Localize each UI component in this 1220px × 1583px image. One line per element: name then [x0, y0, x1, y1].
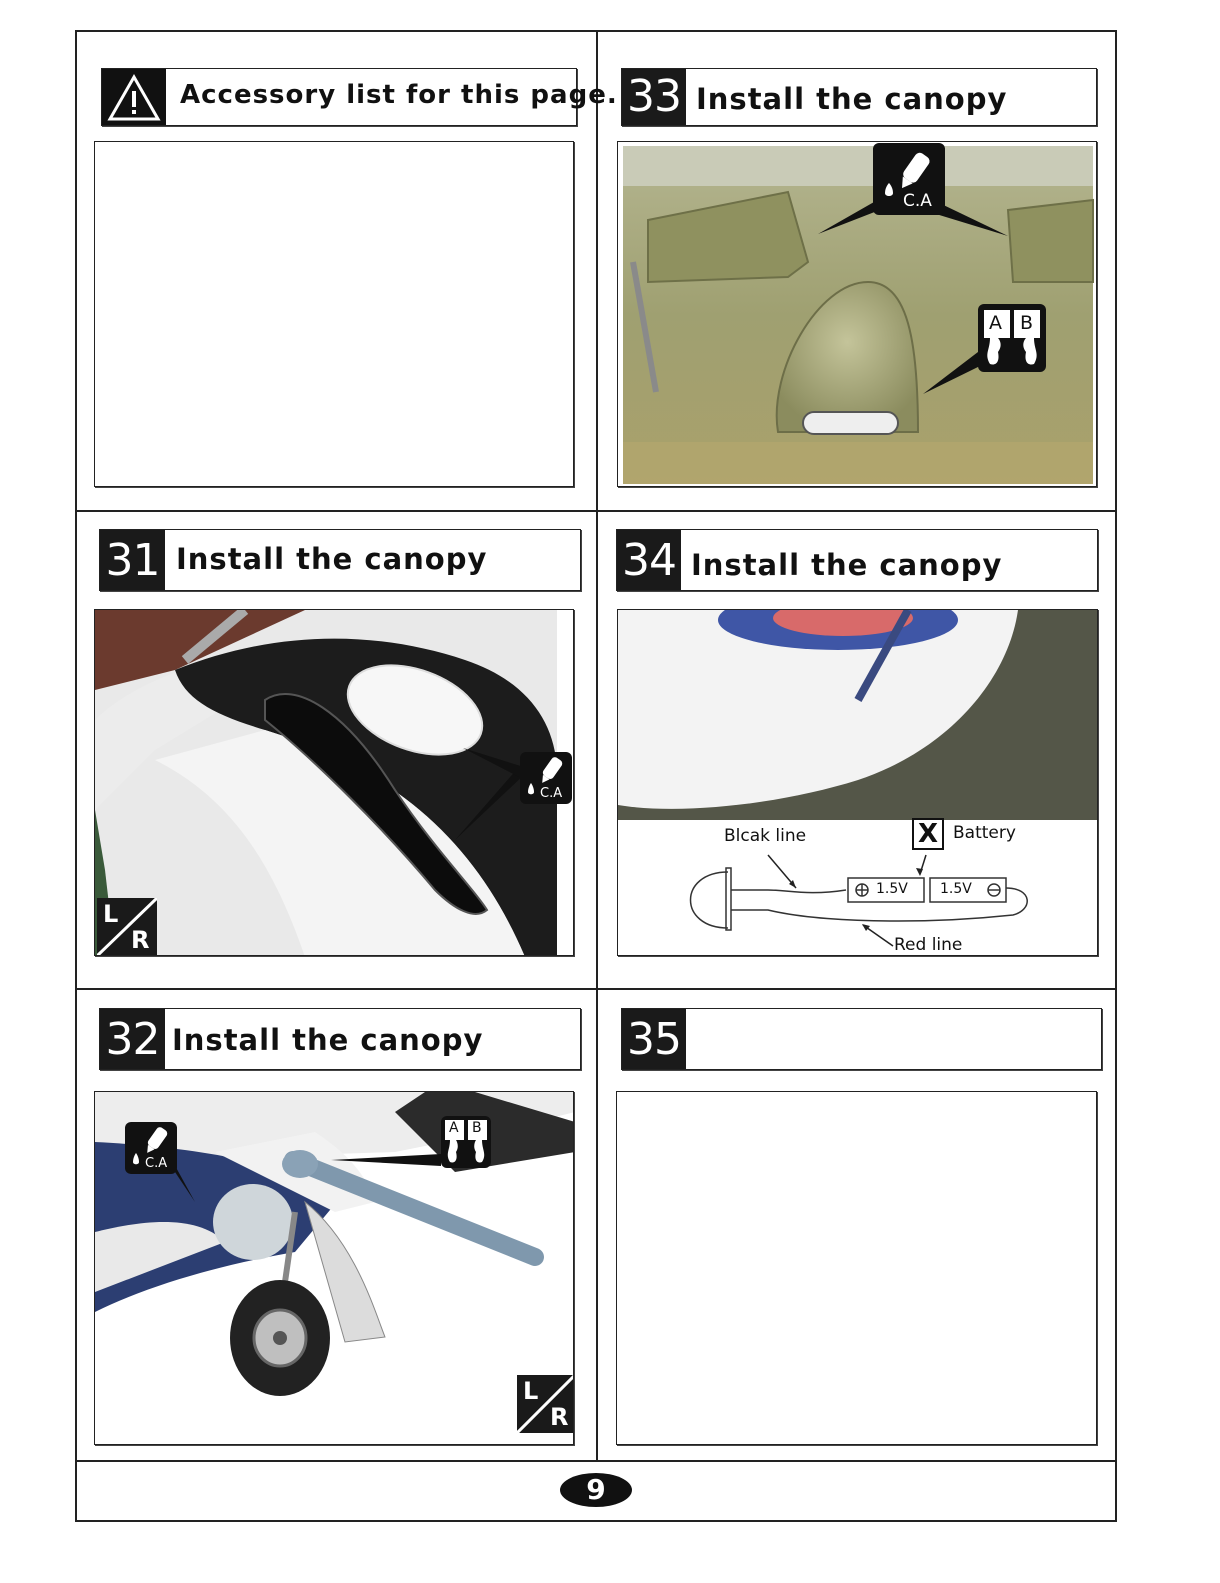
battery-icon — [912, 818, 944, 850]
accessory-title: Accessory list for this page. — [180, 80, 618, 110]
row-divider-1 — [75, 510, 1117, 512]
step-33-photo — [617, 141, 1097, 487]
red-line-label: Red line — [894, 935, 963, 955]
accessory-header — [101, 68, 618, 126]
step-title: Install the canopy — [691, 548, 1003, 582]
epoxy-b-label: B — [472, 1120, 482, 1136]
ca-label: C.A — [145, 1156, 168, 1171]
footer-divider — [75, 1460, 1117, 1462]
step-31-header — [99, 529, 581, 591]
step-35-header — [621, 1008, 1102, 1070]
step-34-photo — [617, 609, 1098, 956]
cell-1-label: 1.5V — [876, 881, 908, 897]
step-number: 35 — [622, 1009, 686, 1069]
left-right-icon — [517, 1375, 574, 1433]
cell-2-label: 1.5V — [940, 881, 972, 897]
step-35-panel — [616, 1091, 1097, 1445]
ca-label: C.A — [903, 191, 932, 211]
ca-glue-bottle-icon — [873, 143, 945, 215]
ab-epoxy-icon — [978, 304, 1046, 372]
step-number: 34 — [617, 530, 681, 590]
step-number: 32 — [100, 1009, 165, 1069]
ab-epoxy-icon — [441, 1116, 491, 1168]
step-33-header — [621, 68, 1097, 126]
step-31-photo — [94, 609, 574, 956]
column-divider — [596, 30, 598, 1462]
black-line-label: Blcak line — [724, 826, 807, 846]
lr-right-label: R — [550, 1403, 569, 1431]
page-number: 9 — [560, 1473, 632, 1507]
step-32-header — [99, 1008, 581, 1070]
left-right-icon — [97, 898, 157, 956]
step-32-photo — [94, 1091, 574, 1445]
ca-label: C.A — [540, 786, 563, 801]
warning-triangle-icon — [102, 69, 166, 125]
epoxy-b-label: B — [1020, 312, 1034, 334]
accessory-panel — [94, 141, 574, 487]
ca-glue-bottle-icon — [520, 752, 572, 804]
step-title: Install the canopy — [172, 1023, 484, 1057]
lr-left-label: L — [523, 1377, 539, 1405]
step-title: Install the canopy — [696, 82, 1008, 116]
step-number: 33 — [622, 69, 686, 125]
ca-glue-bottle-icon — [125, 1122, 177, 1174]
step-number: 31 — [100, 530, 165, 590]
row-divider-2 — [75, 988, 1117, 990]
step-title: Install the canopy — [176, 542, 488, 576]
battery-x-mark: X — [917, 819, 939, 849]
step-34-header — [616, 529, 1098, 591]
lr-left-label: L — [103, 900, 119, 928]
epoxy-a-label: A — [449, 1120, 459, 1136]
epoxy-a-label: A — [989, 312, 1002, 334]
lr-right-label: R — [131, 926, 150, 954]
battery-label: Battery — [953, 823, 1016, 843]
